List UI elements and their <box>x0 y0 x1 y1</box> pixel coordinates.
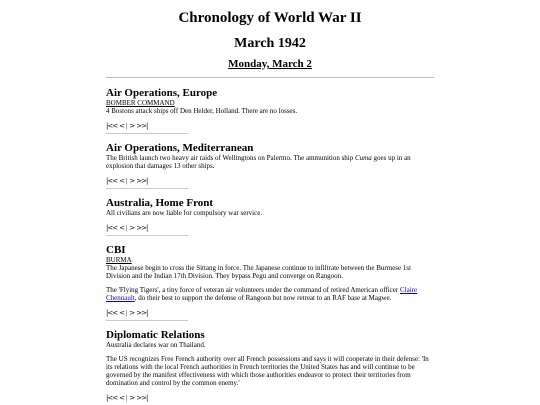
section-divider <box>106 320 188 321</box>
previous-icon[interactable]: < <box>119 393 124 402</box>
section-text <box>106 286 436 302</box>
section-diplomatic-relations <box>106 329 436 402</box>
first-page-icon[interactable]: |<< <box>106 393 118 402</box>
section-nav <box>106 393 436 402</box>
first-page-icon[interactable]: |<< <box>106 223 118 232</box>
next-icon[interactable]: > <box>129 223 135 232</box>
last-page-icon[interactable]: >>| <box>136 308 148 317</box>
first-page-icon[interactable]: |<< <box>106 121 118 130</box>
next-icon[interactable]: > <box>129 176 135 185</box>
text-part: , do their best to support the defense of Rangoon but now retreat to an RAF base at Magwe. <box>134 294 392 302</box>
next-icon[interactable]: > <box>129 393 135 402</box>
section-air-operations-europe <box>106 87 436 134</box>
text-part: The British launch two heavy air raids of Wellingtons on Palermo. The ammunition ship <box>106 154 355 162</box>
first-page-icon[interactable]: |<< <box>106 308 118 317</box>
ship-name: Cuma <box>355 154 372 162</box>
last-page-icon[interactable]: >>| <box>136 176 148 185</box>
last-page-icon[interactable]: >>| <box>136 223 148 232</box>
section-text: Australia declares war on Thailand. <box>106 341 206 349</box>
section-divider <box>106 235 188 236</box>
section-title: Diplomatic Relations <box>106 329 205 341</box>
claire-chennault-link[interactable]: Claire Chennault <box>106 286 418 302</box>
nav-separator: | <box>125 308 128 317</box>
section-nav <box>106 176 436 185</box>
section-title: Air Operations, Mediterranean <box>106 142 254 154</box>
section-subheading: BURMA <box>106 256 132 264</box>
section-divider <box>106 133 188 134</box>
previous-icon[interactable]: < <box>119 223 124 232</box>
section-nav <box>106 223 436 232</box>
section-title: Australia, Home Front <box>106 197 214 209</box>
section-air-operations-mediterranean <box>106 142 436 189</box>
day-heading[interactable]: Monday, March 2 <box>228 58 312 70</box>
nav-separator: | <box>125 176 128 185</box>
section-text: The Japanese begin to cross the Sittang in force. The Japanese continue to infiltrate between the Burmese 1st Division and the Indian 17th Division. They bypass Pegu and converge on Rangoon. <box>106 264 412 280</box>
nav-separator: | <box>125 121 128 130</box>
content <box>106 87 436 402</box>
section-divider <box>106 188 188 189</box>
previous-icon[interactable]: < <box>119 176 124 185</box>
month-heading: March 1942 <box>234 36 306 51</box>
last-page-icon[interactable]: >>| <box>136 393 148 402</box>
previous-icon[interactable]: < <box>119 308 124 317</box>
section-text <box>106 154 436 170</box>
section-title: CBI <box>106 244 126 256</box>
last-page-icon[interactable]: >>| <box>136 121 148 130</box>
section-nav <box>106 308 436 317</box>
next-icon[interactable]: > <box>129 308 135 317</box>
text-part: goes up in an explosion that damages 13 other ships. <box>106 154 411 170</box>
first-page-icon[interactable]: |<< <box>106 176 118 185</box>
section-text: The US recognizes Free French authority over all French possessions and says it will cooperate in their defense: 'In its relations with the local French authorities in French territories the United States has and will continue to be governed by the manifest effectiveness with which those authorities endeavor to protect their territories from domination and control by the common enemy.' <box>106 355 429 387</box>
top-divider <box>106 77 434 78</box>
section-text: All civilians are now liable for compulsory war service. <box>106 209 263 217</box>
section-cbi <box>106 244 436 321</box>
next-icon[interactable]: > <box>129 121 135 130</box>
section-nav <box>106 121 436 130</box>
page-title: Chronology of World War II <box>178 10 362 26</box>
section-subheading: BOMBER COMMAND <box>106 99 175 107</box>
section-text: 4 Bostons attack ships off Den Helder, Holland. There are no losses. <box>106 107 298 115</box>
section-title: Air Operations, Europe <box>106 87 218 99</box>
nav-separator: | <box>125 393 128 402</box>
previous-icon[interactable]: < <box>119 121 124 130</box>
section-australia-home-front <box>106 197 436 236</box>
nav-separator: | <box>125 223 128 232</box>
text-part: The 'Flying Tigers', a tiny force of veteran air volunteers under the command of retired American officer <box>106 286 400 294</box>
